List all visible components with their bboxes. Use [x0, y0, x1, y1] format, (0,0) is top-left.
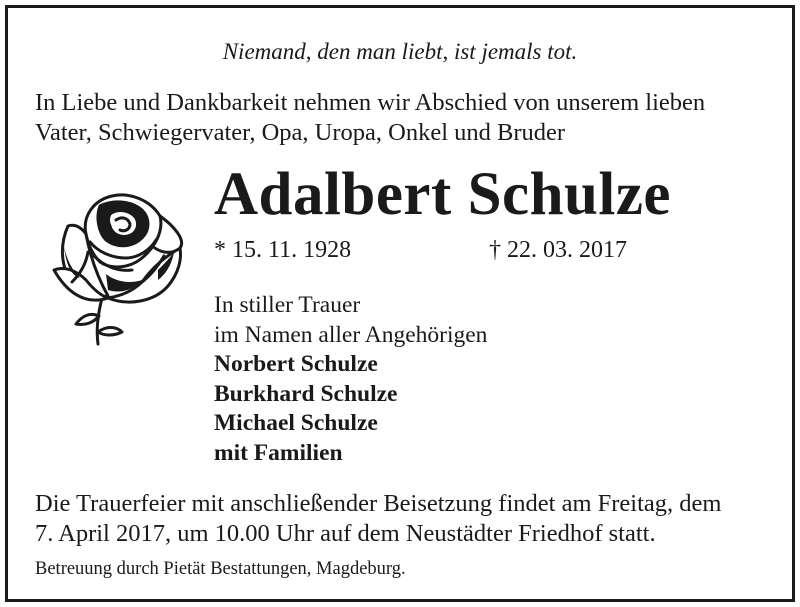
mourners-line-1: In stiller Trauer — [214, 292, 361, 318]
deceased-name: Adalbert Schulze — [214, 161, 672, 228]
service-info — [35, 489, 785, 549]
birth-date: * 15. 11. 1928 — [214, 237, 352, 263]
mourner-name: Michael Schulze — [214, 410, 378, 436]
mourners-line-2: im Namen aller Angehörigen — [214, 321, 488, 348]
rose-icon — [46, 186, 194, 346]
service-line-1: Die Trauerfeier mit anschließender Beisetzung findet am Freitag, dem — [35, 490, 722, 517]
mourner-name: Norbert Schulze — [214, 351, 378, 377]
mourner-name: Burkhard Schulze — [214, 380, 398, 407]
mourner-families: mit Familien — [214, 439, 343, 466]
intro-line-2: Vater, Schwiegervater, Opa, Uropa, Onkel und Bruder — [35, 119, 566, 146]
death-date: † 22. 03. 2017 — [489, 237, 627, 263]
intro-line-1: In Liebe und Dankbarkeit nehmen wir Abschied von unserem lieben — [35, 89, 706, 116]
obituary-notice — [5, 5, 795, 602]
service-line-2: 7. April 2017, um 10.00 Uhr auf dem Neustädter Friedhof statt. — [35, 520, 656, 547]
undertaker-note: Betreuung durch Pietät Bestattungen, Magdeburg. — [35, 559, 406, 579]
motto: Niemand, den man liebt, ist jemals tot. — [222, 39, 578, 64]
intro-text — [35, 88, 775, 148]
mourners-block — [214, 291, 487, 468]
life-dates — [214, 235, 774, 265]
